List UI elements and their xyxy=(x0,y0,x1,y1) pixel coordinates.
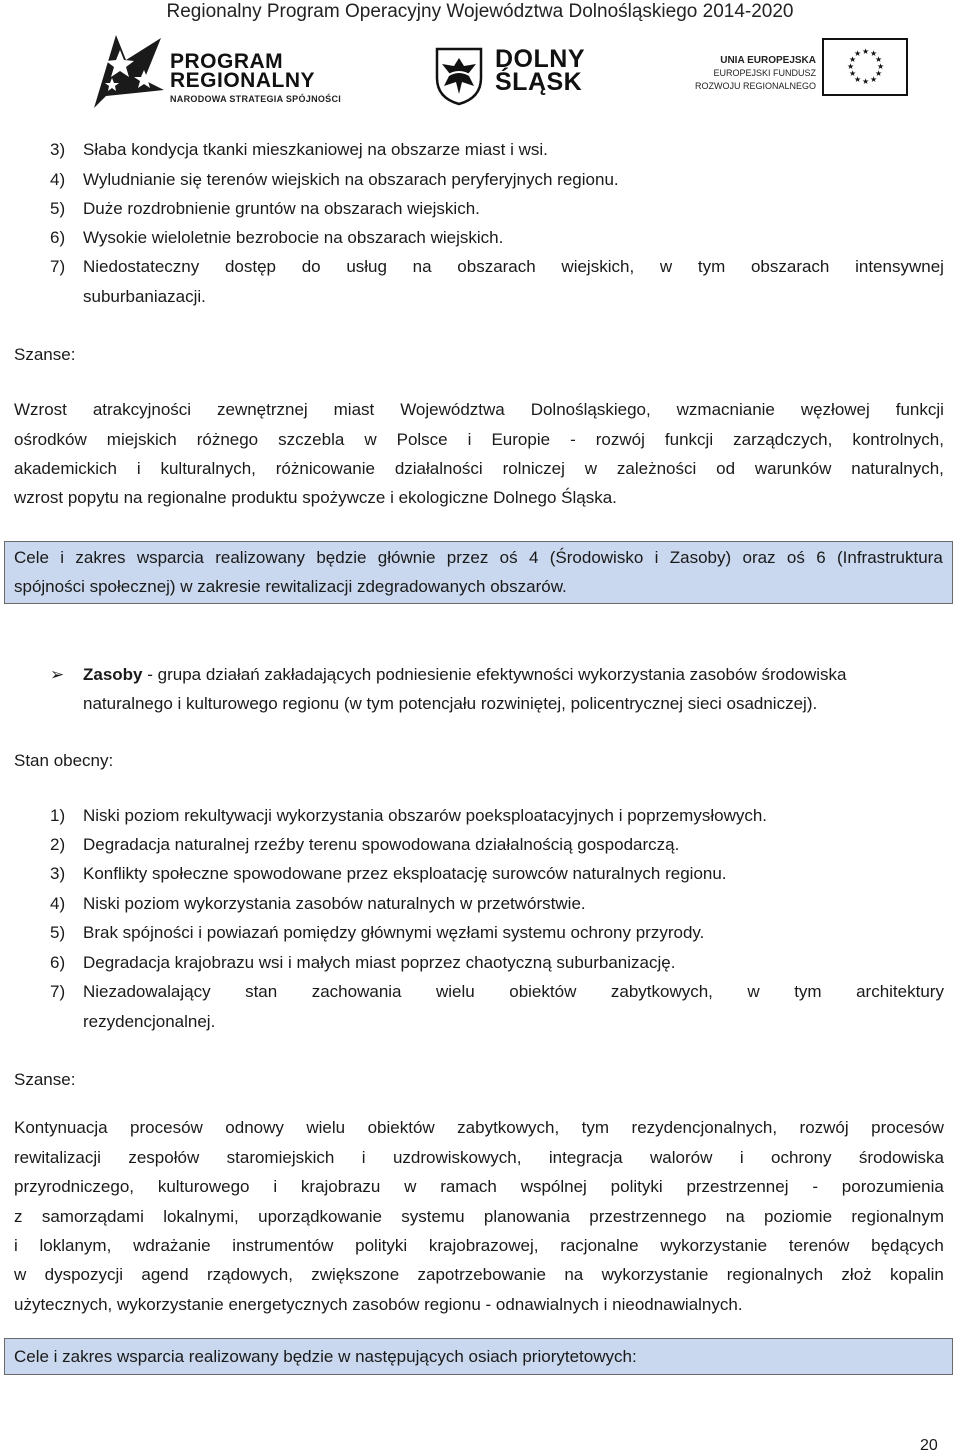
word: kontrolnych, xyxy=(852,430,944,449)
zasoby-title: Zasoby xyxy=(83,665,143,684)
zasoby-description: - grupa działań zakładających podniesienie efektywności wykorzystania zasobów środowiska xyxy=(142,665,847,684)
word: krajobrazowej, xyxy=(428,1236,539,1255)
word: dyspozycji xyxy=(44,1265,124,1284)
eu-flag-icon xyxy=(822,38,908,96)
word: Wzrost xyxy=(14,400,67,419)
word: Kontynuacja xyxy=(14,1118,108,1137)
svg-text:★: ★ xyxy=(875,55,883,64)
word: obszarach xyxy=(457,257,536,276)
word: do xyxy=(301,257,321,276)
word: planowania xyxy=(483,1207,570,1226)
word: w xyxy=(747,982,760,1001)
word: rozwój xyxy=(799,1118,849,1137)
word: 4 xyxy=(528,548,539,567)
svg-text:★: ★ xyxy=(862,77,870,86)
justified-line xyxy=(14,1118,944,1138)
word: środowiska xyxy=(858,1148,944,1167)
word: loklanym, xyxy=(39,1236,112,1255)
word: agend xyxy=(141,1265,189,1284)
word: zapotrzebowanie xyxy=(417,1265,547,1284)
svg-text:★: ★ xyxy=(870,49,878,58)
list-item-text: Degradacja krajobrazu wsi i małych miast poprzez chaotyczną suburbanizację. xyxy=(83,953,676,972)
word: ośrodków xyxy=(14,430,87,449)
justified-line xyxy=(14,430,944,450)
word: rewitalizacji xyxy=(14,1148,101,1167)
word: i xyxy=(60,548,65,567)
list-item-text: Degradacja naturalnej rzeźby terenu spowodowana działalnością gospodarczą. xyxy=(83,835,680,854)
word: i xyxy=(14,1236,18,1255)
list-item-text: Brak spójności i powiazań pomiędzy głównymi węzłami systemu ochrony przyrody. xyxy=(83,923,705,942)
list-number: 5) xyxy=(50,199,66,218)
paragraph-line: użytecznych, wykorzystanie energetycznych zasobów regionu - odnawialnych i nieodnawialnych. xyxy=(14,1295,743,1314)
word: na xyxy=(725,1207,745,1226)
word: zabytkowych, xyxy=(457,1118,560,1137)
word: warunków xyxy=(754,459,832,478)
word: wielu xyxy=(436,982,475,1001)
word: i xyxy=(467,430,472,449)
list-item-text: Duże rozdrobnienie gruntów na obszarach wiejskich. xyxy=(83,199,480,218)
word: lokalnymi, xyxy=(163,1207,239,1226)
word: Niedostateczny xyxy=(83,257,200,276)
section-label-stan-obecny: Stan obecny: xyxy=(14,751,114,770)
word: miejskich xyxy=(106,430,177,449)
word: i xyxy=(136,459,141,478)
list-number: 5) xyxy=(50,923,66,942)
word: oś xyxy=(499,548,518,567)
word: i xyxy=(654,548,659,567)
word: odnowy xyxy=(225,1118,284,1137)
word: na xyxy=(412,257,432,276)
list-number: 3) xyxy=(50,864,66,883)
word: atrakcyjności xyxy=(92,400,192,419)
arrow-bullet-icon: ➢ xyxy=(50,665,65,684)
word: przez xyxy=(446,548,489,567)
list-item-text: rezydencjonalnej. xyxy=(83,1012,216,1031)
word: walorów xyxy=(650,1148,713,1167)
page-number: 20 xyxy=(920,1437,938,1454)
word: Województwa xyxy=(400,400,505,419)
word: uporządkowanie xyxy=(258,1207,382,1226)
word: przestrzennego xyxy=(589,1207,707,1226)
word: wielu xyxy=(306,1118,346,1137)
word: uzdrowiskowych, xyxy=(392,1148,522,1167)
word: będących xyxy=(871,1236,944,1255)
word: ramach xyxy=(440,1177,497,1196)
list-number: 2) xyxy=(50,835,66,854)
eu-line1: UNIA EUROPEJSKA xyxy=(720,55,816,66)
word: i xyxy=(739,1148,744,1167)
word: Dolnośląskiego, xyxy=(530,400,651,419)
svg-text:★: ★ xyxy=(877,62,885,71)
word: w xyxy=(14,1265,27,1284)
justified-line xyxy=(14,1265,944,1285)
justified-line xyxy=(83,257,944,277)
word: rządowych, xyxy=(206,1265,293,1284)
list-item-text: suburbaniazacji. xyxy=(83,287,206,306)
word: oraz xyxy=(742,548,776,567)
word: zarządczych, xyxy=(733,430,833,449)
word: wspólnej xyxy=(520,1177,587,1196)
svg-text:★: ★ xyxy=(849,69,857,78)
word: i xyxy=(273,1177,278,1196)
eu-line3: ROZWOJU REGIONALNEGO xyxy=(694,81,816,91)
word: zależności xyxy=(616,459,697,478)
word: (Środowisko xyxy=(549,548,644,567)
word: wykorzystanie xyxy=(601,1265,709,1284)
word: przestrzennej xyxy=(686,1177,789,1196)
word: samorządami xyxy=(41,1207,144,1226)
word: poziomie xyxy=(764,1207,833,1226)
list-number: 4) xyxy=(50,170,66,189)
justified-line xyxy=(14,1148,944,1168)
word: systemu xyxy=(401,1207,465,1226)
word: Cele xyxy=(14,548,49,567)
word: procesów xyxy=(130,1118,203,1137)
eu-fund-text xyxy=(676,54,816,93)
word: akademickich xyxy=(14,459,117,478)
svg-text:★: ★ xyxy=(854,49,862,58)
list-number: 6) xyxy=(50,228,66,247)
justified-line xyxy=(14,1177,944,1197)
word: szczebla xyxy=(278,430,345,449)
word: terenów xyxy=(788,1236,850,1255)
list-number: 7) xyxy=(50,257,66,276)
justified-line xyxy=(83,982,944,1002)
program-logo-subtitle: NARODOWA STRATEGIA SPÓJNOŚCI xyxy=(170,94,342,104)
word: porozumienia xyxy=(841,1177,944,1196)
word: zakres xyxy=(75,548,126,567)
word: kulturowego xyxy=(157,1177,250,1196)
highlight-box-priority-axes xyxy=(4,1338,953,1375)
list-item-text: Słaba kondycja tkanki mieszkaniowej na obszarze miast i wsi. xyxy=(83,140,548,159)
word: zabytkowych, xyxy=(610,982,713,1001)
word: intensywnej xyxy=(855,257,944,276)
justified-line xyxy=(14,400,944,420)
word: wdrażanie xyxy=(133,1236,211,1255)
eagle-coat-of-arms-icon xyxy=(434,46,484,106)
word: w xyxy=(584,459,598,478)
word: Polsce xyxy=(396,430,448,449)
word: ochrony xyxy=(771,1148,832,1167)
word: działalności xyxy=(394,459,483,478)
dolny-slask-line2: ŚLĄSK xyxy=(495,68,583,96)
dolny-slask-line1: DOLNY xyxy=(495,45,585,73)
word: w xyxy=(404,1177,417,1196)
word: będzie xyxy=(316,548,367,567)
word: na xyxy=(564,1265,584,1284)
word: kulturalnych, xyxy=(160,459,256,478)
list-item-text: Niski poziom wykorzystania zasobów naturalnych w przetwórstwie. xyxy=(83,894,586,913)
word: krajobrazu xyxy=(300,1177,381,1196)
list-number: 6) xyxy=(50,953,66,972)
section-label-szanse: Szanse: xyxy=(14,1070,76,1089)
word: procesów xyxy=(871,1118,944,1137)
word: miast xyxy=(333,400,375,419)
svg-text:★: ★ xyxy=(854,75,862,84)
svg-text:★: ★ xyxy=(862,47,870,56)
dolny-slask-logo xyxy=(430,30,610,110)
word: - xyxy=(812,1177,818,1196)
word: architektury xyxy=(856,982,944,1001)
zasoby-line1 xyxy=(83,665,847,685)
list-item-text: Wyludnianie się terenów wiejskich na obszarach peryferyjnych regionu. xyxy=(83,170,619,189)
word: kopalin xyxy=(889,1265,944,1284)
word: racjonalne xyxy=(560,1236,639,1255)
word: różnicowanie xyxy=(275,459,375,478)
word: regionalnych xyxy=(726,1265,824,1284)
list-item-text: Konflikty społeczne spowodowane przez eksploatację surowców naturalnych regionu. xyxy=(83,864,727,883)
word: realizowany xyxy=(215,548,305,567)
word: złoż xyxy=(841,1265,872,1284)
svg-text:★: ★ xyxy=(875,69,883,78)
word: wsparcia xyxy=(136,548,204,567)
svg-text:★: ★ xyxy=(849,55,857,64)
word: Zasoby) xyxy=(669,548,732,567)
program-logo-line1: PROGRAM xyxy=(170,50,284,73)
section-label-szanse: Szanse: xyxy=(14,345,76,364)
word: (Infrastruktura xyxy=(836,548,943,567)
word: w xyxy=(364,430,377,449)
paragraph-line: wzrost popytu na regionalne produktu spożywcze i ekologiczne Dolnego Śląska. xyxy=(14,488,617,507)
list-number: 3) xyxy=(50,140,66,159)
word: obiektów xyxy=(367,1118,435,1137)
word: przyrodniczego, xyxy=(14,1177,135,1196)
word: funkcji xyxy=(664,430,714,449)
word: w xyxy=(659,257,673,276)
list-item-text: Niski poziom rekultywacji wykorzystania obszarów poeksploatacyjnych i poprzemysłowych. xyxy=(83,806,768,825)
word: oś xyxy=(786,548,805,567)
word: i xyxy=(361,1148,366,1167)
word: z xyxy=(14,1207,23,1226)
word: węzłowej xyxy=(800,400,870,419)
word: tym xyxy=(581,1118,610,1137)
word: staromiejskich xyxy=(226,1148,335,1167)
list-item-text: Wysokie wieloletnie bezrobocie na obszarach wiejskich. xyxy=(83,228,504,247)
list-number: 7) xyxy=(50,982,66,1001)
word: usług xyxy=(346,257,387,276)
svg-text:★: ★ xyxy=(847,62,855,71)
word: Niezadowalający xyxy=(83,982,211,1001)
word: różnego xyxy=(196,430,259,449)
word: rezydencjonalnych, xyxy=(631,1118,778,1137)
list-number: 1) xyxy=(50,806,66,825)
word: dostęp xyxy=(224,257,276,276)
highlight-box-text: Cele i zakres wsparcia realizowany będzie w następujących osiach priorytetowych: xyxy=(14,1347,637,1366)
program-regionalny-emblem-icon xyxy=(86,30,166,110)
program-logo-line2: REGIONALNY xyxy=(170,69,316,92)
word: tym xyxy=(697,257,726,276)
word: 6 xyxy=(816,548,826,567)
justified-line xyxy=(14,1236,944,1256)
word: wykorzystanie xyxy=(660,1236,768,1255)
word: stan xyxy=(245,982,278,1001)
justified-line xyxy=(14,1207,944,1227)
word: zwiększone xyxy=(311,1265,400,1284)
page-header-title: Regionalny Program Operacyjny Województwa Dolnośląskiego 2014-2020 xyxy=(166,1,794,22)
word: funkcji xyxy=(895,400,944,419)
word: zespołów xyxy=(128,1148,200,1167)
list-number: 4) xyxy=(50,894,66,913)
word: polityki xyxy=(610,1177,663,1196)
zasoby-line2: naturalnego i kulturowego regionu (w tym potencjału rozwiniętej, policentrycznej sieci osadniczej). xyxy=(83,694,818,713)
justified-line xyxy=(14,548,943,568)
highlight-box-line2: spójności społecznej) w zakresie rewitalizacji zdegradowanych obszarów. xyxy=(14,577,567,596)
word: obszarach xyxy=(750,257,830,276)
justified-line xyxy=(14,459,944,479)
word: integracja xyxy=(548,1148,623,1167)
word: zachowania xyxy=(311,982,402,1001)
word: wzmacnianie xyxy=(676,400,775,419)
word: Europie xyxy=(491,430,551,449)
word: - xyxy=(570,430,576,449)
logo-bar xyxy=(0,30,960,110)
word: rozwój xyxy=(595,430,645,449)
program-regionalny-logo xyxy=(0,30,380,110)
svg-text:★: ★ xyxy=(870,75,878,84)
word: rolniczej xyxy=(502,459,565,478)
word: od xyxy=(716,459,736,478)
word: regionalnym xyxy=(851,1207,944,1226)
word: polityki xyxy=(355,1236,408,1255)
word: zewnętrznej xyxy=(217,400,308,419)
word: tym xyxy=(794,982,822,1001)
highlight-box-support xyxy=(4,541,953,604)
word: głównie xyxy=(377,548,436,567)
word: obiektów xyxy=(509,982,577,1001)
word: naturalnych, xyxy=(851,459,944,478)
word: wiejskich, xyxy=(561,257,635,276)
word: instrumentów xyxy=(232,1236,334,1255)
eu-line2: EUROPEJSKI FUNDUSZ xyxy=(713,68,816,78)
